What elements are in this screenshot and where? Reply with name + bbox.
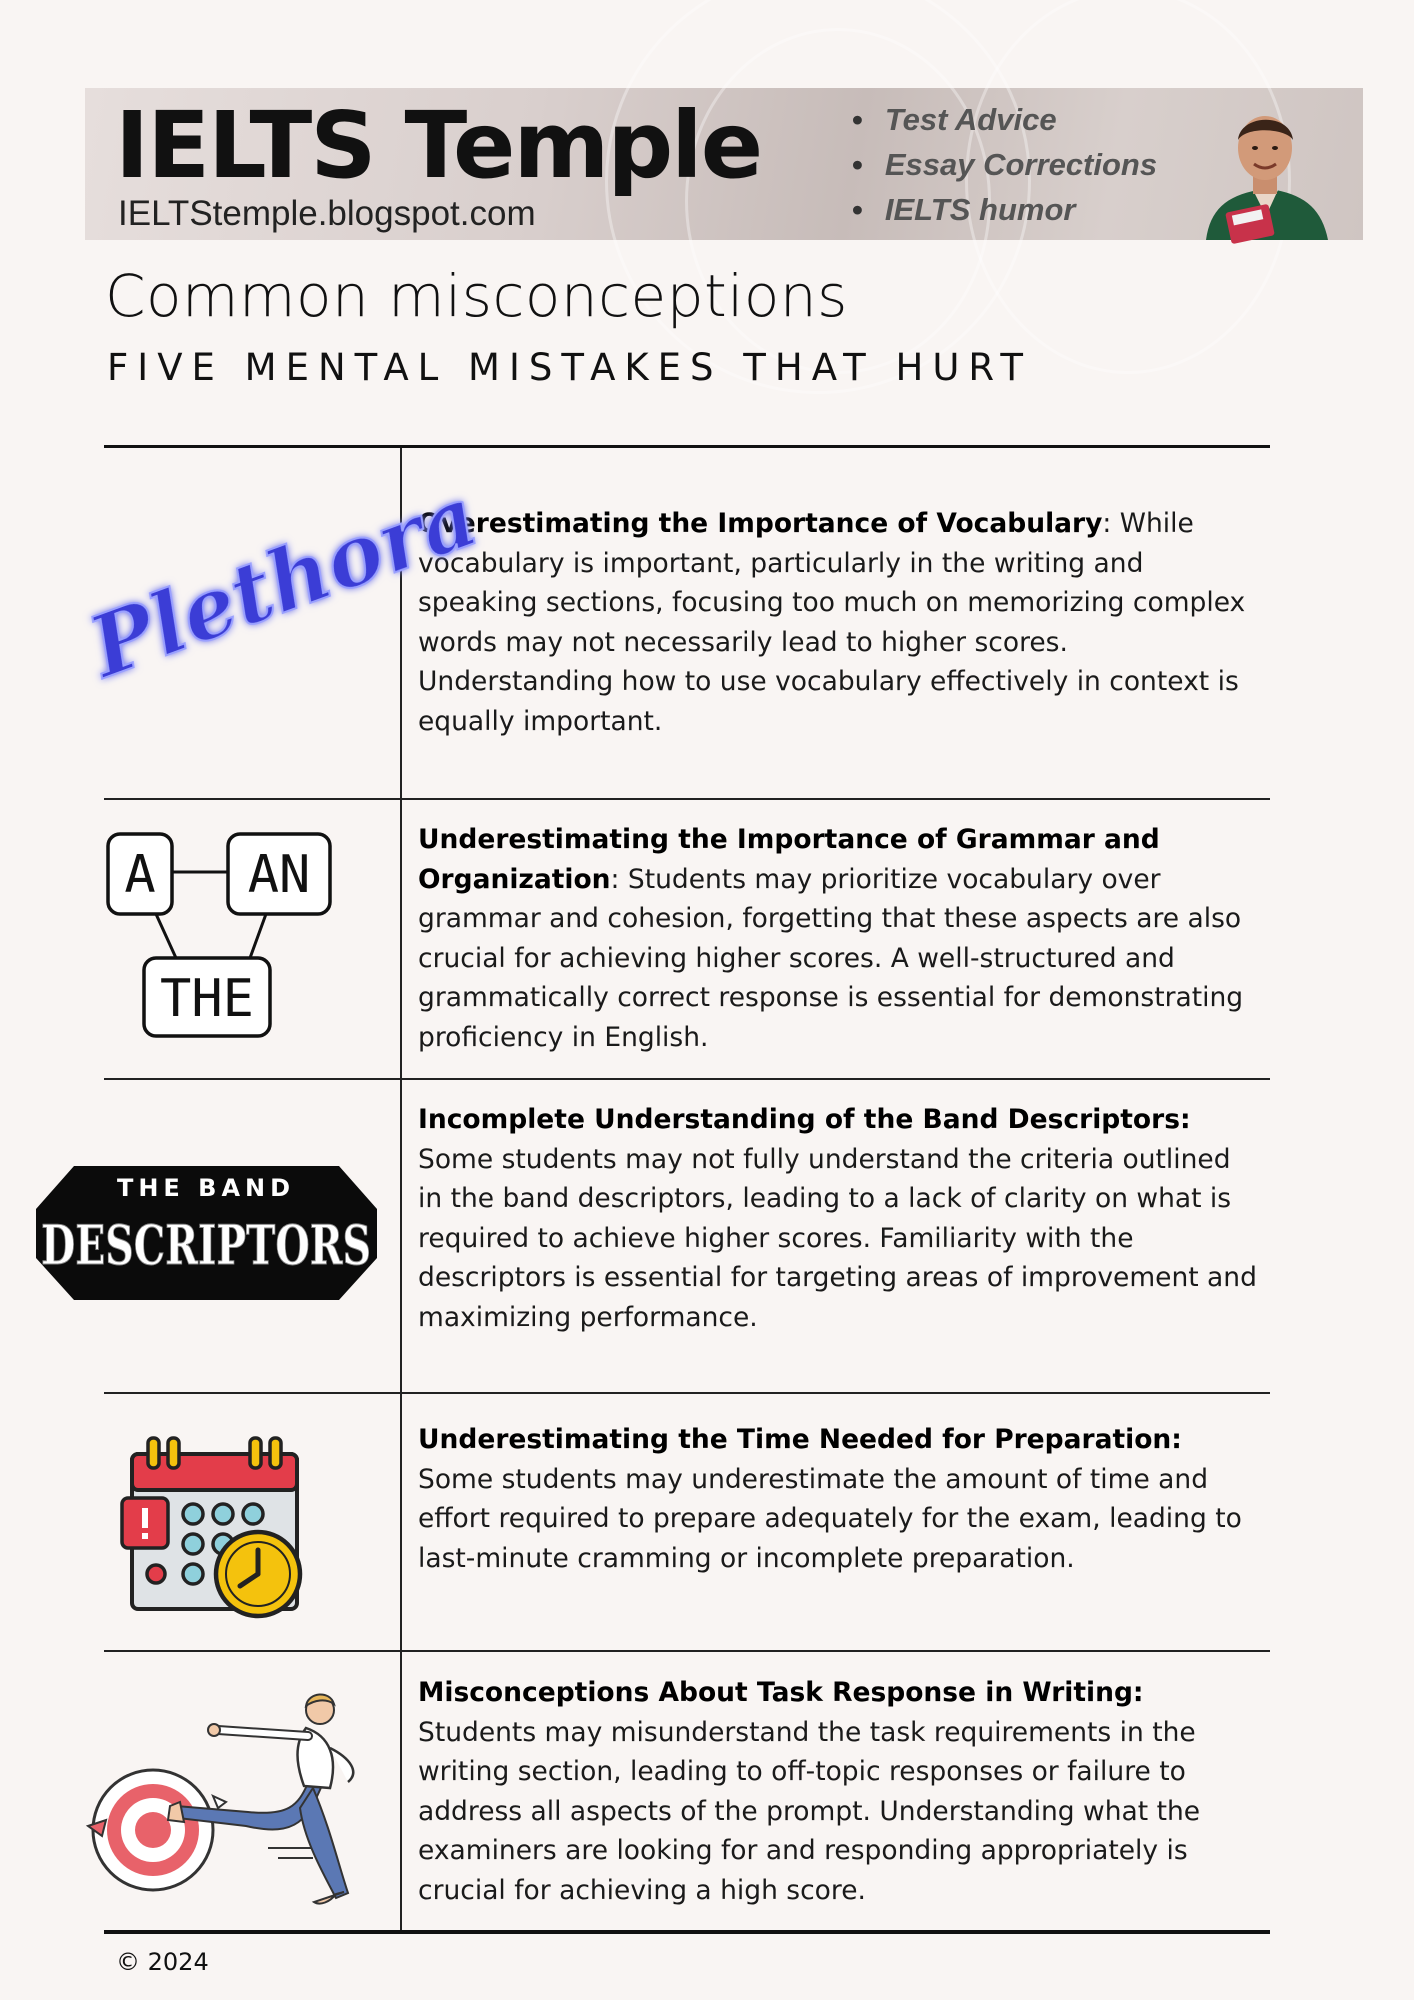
misconception-heading: Incomplete Understanding of the Band Descriptors: — [418, 1104, 1191, 1135]
banner-bullet-item: • IELTS humor — [850, 190, 1157, 235]
misconception-heading: Underestimating the Importance of Grammar and Organization — [418, 824, 1160, 895]
table-row — [104, 1394, 1270, 1652]
badge-small-text: THE BAND — [116, 1174, 296, 1202]
misconceptions-table — [41, 445, 1270, 1934]
plethora-word-art — [54, 465, 490, 738]
table-row — [41, 1080, 1270, 1394]
banner-bullet-item: • Essay Corrections — [850, 145, 1157, 190]
misconception-body: : Students may prioritize vocabulary over grammar and cohesion, forgetting that these aspects are also crucial for achieving higher scores. A well-structured and grammatically correct response is essential for demonstrating proficiency in English. — [418, 863, 1244, 1053]
misconception-body: Some students may underestimate the amount of time and effort required to prepare adequately for the exam, leading to last-minute cramming or incomplete preparation. — [418, 1463, 1242, 1574]
image-cell — [104, 1652, 402, 1930]
author-photo — [1198, 98, 1333, 240]
misconception-body: : While vocabulary is important, particularly in the writing and speaking sections, focusing too much on memorizing complex words may not necessarily lead to higher scores. Understanding how to use vocabulary effectively in context is equally important. — [418, 508, 1246, 737]
image-cell — [76, 448, 490, 798]
plethora-text: Plethora — [76, 465, 490, 697]
band-descriptors-badge — [34, 1164, 379, 1302]
image-cell — [104, 1394, 402, 1650]
misconception-text — [402, 1394, 1270, 1650]
misconception-body: Students may misunderstand the task requirements in the writing section, leading to off-topic responses or failure to address all aspects of the prompt. Understanding what the examiners are looking for and responding appropriately is crucial for achieving a high score. — [418, 1716, 1201, 1906]
misconception-heading: Misconceptions About Task Response in Writing: — [418, 1677, 1144, 1708]
misconception-text — [402, 1652, 1270, 1930]
table-row — [76, 448, 1270, 800]
misconception-body: Some students may not fully understand the criteria outlined in the band descriptors, leading to a lack of clarity on what is required to achieve higher scores. Familiarity with the descriptors is essential for targeting areas of improvement and maximizing performance. — [418, 1143, 1257, 1333]
articles-diagram — [106, 832, 336, 1042]
article-the: THE — [160, 969, 254, 1029]
copyright-text: © 2024 — [116, 1948, 209, 1976]
misconception-text — [402, 1080, 1270, 1392]
brand-title: IELTS Temple — [115, 92, 762, 199]
banner-bullet-item: • Test Advice — [850, 100, 1157, 145]
header-banner — [85, 88, 1363, 240]
misconception-heading: Underestimating the Time Needed for Preparation: — [418, 1424, 1182, 1455]
misconception-text — [402, 448, 1270, 798]
target-kick-illustration — [68, 1688, 388, 1928]
table-row — [104, 1652, 1270, 1934]
page-title: Common misconceptions — [105, 262, 848, 330]
table-row — [104, 800, 1270, 1080]
article-a: A — [124, 845, 156, 905]
badge-big-text: DESCRIPTORS — [41, 1213, 371, 1277]
article-an: AN — [247, 845, 311, 905]
calendar-clock-icon — [118, 1434, 318, 1624]
page-subtitle: FIVE MENTAL MISTAKES THAT HURT — [107, 346, 1033, 389]
brand-url[interactable]: IELTStemple.blogspot.com — [118, 194, 536, 233]
misconception-heading: Overestimating the Importance of Vocabulary — [418, 508, 1103, 539]
image-cell — [104, 800, 402, 1078]
banner-bullet-list — [850, 100, 1157, 235]
misconception-text — [402, 800, 1270, 1078]
image-cell — [41, 1080, 402, 1392]
